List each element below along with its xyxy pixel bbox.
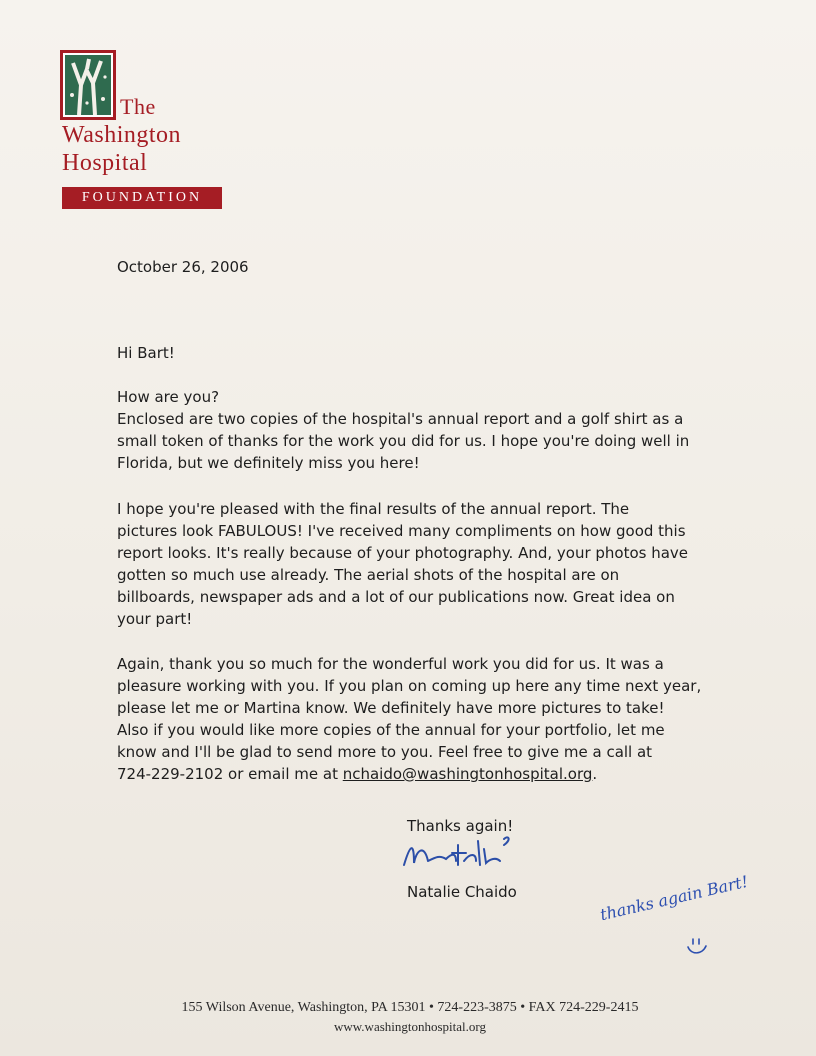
letter-paragraph-2: I hope you're pleased with the final results of the annual report. The pictures look FABULOUS! I've received many compliments on how good this report looks. It's really because of your photography. And, your photos have gotten so much use already. The aerial shots of the hospital are on billboards, newspaper ads and a lot of our publications now. Great idea on your part! bbox=[117, 500, 689, 628]
letter-paragraph-1: How are you? Enclosed are two copies of the hospital's annual report and a golf shirt as a small token of thanks for the work you did for us. I hope you're doing well in Florida, but we definitely miss you here! bbox=[117, 388, 690, 472]
letter-paragraph-3 bbox=[117, 653, 717, 785]
letter-paragraph-3-text: Again, thank you so much for the wonderful work you did for us. It was a pleasure working with you. If you plan on coming up here any time next year, please let me or Martina know. We definitely have more pictures to take! Also if you would like more copies of the annual for your portfolio, let me know and I'll be glad to send more to you. Feel free to give me a call at 724-229-2102 or email me at bbox=[117, 655, 702, 783]
letter-paragraph-3-end: . bbox=[592, 765, 598, 783]
footer-website[interactable]: www.washingtonhospital.org bbox=[333, 1019, 487, 1034]
logo-foundation-banner: FOUNDATION bbox=[62, 187, 222, 209]
handwritten-note: thanks again Bart! bbox=[598, 871, 750, 925]
letter-greeting: Hi Bart! bbox=[117, 344, 175, 362]
foundation-logo bbox=[60, 50, 230, 215]
logo-word-washington: Washington bbox=[62, 122, 182, 148]
smiley-icon bbox=[685, 935, 709, 959]
logo-word-hospital: Hospital bbox=[62, 150, 148, 176]
handwritten-signature bbox=[400, 835, 550, 880]
footer-address: 155 Wilson Avenue, Washington, PA 15301 • 724-223-3875 • FAX 724-229-2415 bbox=[181, 1000, 639, 1015]
email-link[interactable]: nchaido@washingtonhospital.org bbox=[342, 765, 593, 783]
tree-icon bbox=[60, 50, 116, 120]
signer-name: Natalie Chaido bbox=[407, 883, 517, 901]
letter-date: October 26, 2006 bbox=[117, 258, 249, 276]
letter-closing: Thanks again! bbox=[407, 817, 514, 835]
logo-word-the: The bbox=[120, 94, 156, 119]
